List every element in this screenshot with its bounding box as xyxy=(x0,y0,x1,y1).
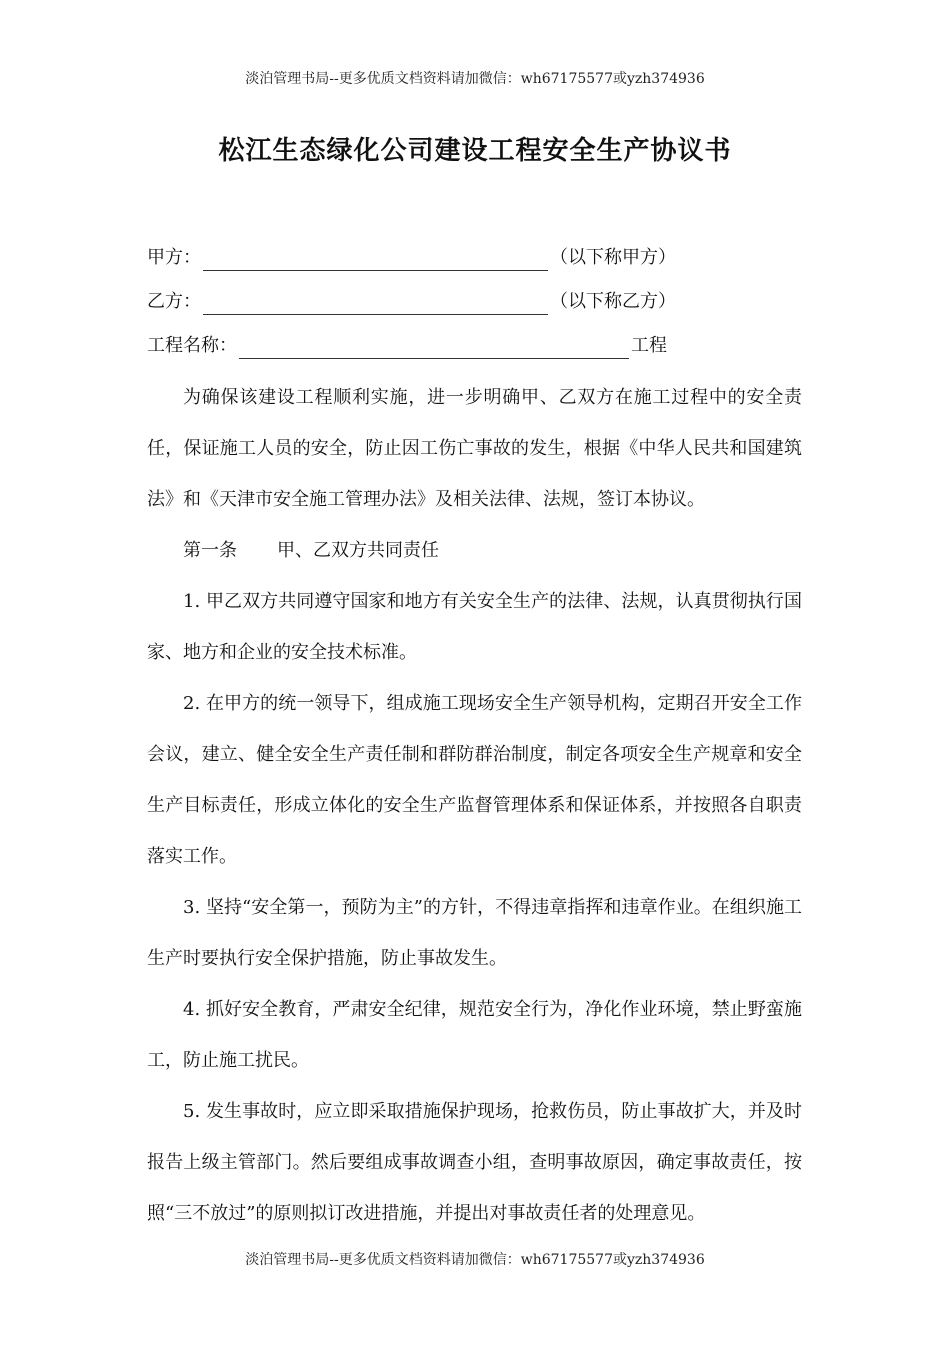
party-b-suffix: （以下称乙方） xyxy=(550,291,676,312)
clause-1: 1. 甲乙双方共同遵守国家和地方有关安全生产的法律、法规，认真贯彻执行国家、地方和企业的安全技术标准。 xyxy=(147,591,802,663)
party-b-field xyxy=(147,284,802,328)
project-blank xyxy=(239,334,629,359)
article-1-title: 甲、乙双方共同责任 xyxy=(277,540,439,561)
article-1-heading xyxy=(147,525,802,576)
project-suffix: 工程 xyxy=(631,335,667,356)
party-a-blank xyxy=(203,246,548,271)
intro-paragraph: 为确保该建设工程顺利实施，进一步明确甲、乙双方在施工过程中的安全责任，保证施工人员的安全，防止因工伤亡事故的发生，根据《中华人民共和国建筑法》和《天津市安全施工管理办法》及相关法律、法规，签订本协议。 xyxy=(147,387,802,510)
party-a-suffix: （以下称甲方） xyxy=(550,247,676,268)
party-b-blank xyxy=(203,290,548,315)
party-b-label: 乙方： xyxy=(147,291,201,312)
page-header: 淡泊管理书局--更多优质文档资料请加微信：wh67175577或yzh374936 xyxy=(245,71,705,87)
article-1-number: 第一条 xyxy=(183,540,237,561)
project-label: 工程名称： xyxy=(147,335,237,356)
project-name-field xyxy=(147,328,802,372)
party-a-field xyxy=(147,240,802,284)
document-body xyxy=(147,240,802,1239)
document-title: 松江生态绿化公司建设工程安全生产协议书 xyxy=(218,136,732,166)
clause-4: 4. 抓好安全教育，严肃安全纪律，规范安全行为，净化作业环境，禁止野蛮施工，防止施工扰民。 xyxy=(147,999,802,1071)
page-footer: 淡泊管理书局--更多优质文档资料请加微信：wh67175577或yzh374936 xyxy=(245,1252,705,1268)
clause-5: 5. 发生事故时，应立即采取措施保护现场，抢救伤员，防止事故扩大，并及时报告上级主管部门。然后要组成事故调查小组，查明事故原因，确定事故责任，按照“三不放过”的原则拟订改进措施，并提出对事故责任者的处理意见。 xyxy=(147,1101,802,1224)
party-a-label: 甲方： xyxy=(147,247,201,268)
clause-3: 3. 坚持“安全第一，预防为主”的方针，不得违章指挥和违章作业。在组织施工生产时要执行安全保护措施，防止事故发生。 xyxy=(147,897,802,969)
clause-2: 2. 在甲方的统一领导下，组成施工现场安全生产领导机构，定期召开安全工作会议，建立、健全安全生产责任制和群防群治制度，制定各项安全生产规章和安全生产目标责任，形成立体化的安全生产监督管理体系和保证体系，并按照各自职责落实工作。 xyxy=(147,693,802,867)
